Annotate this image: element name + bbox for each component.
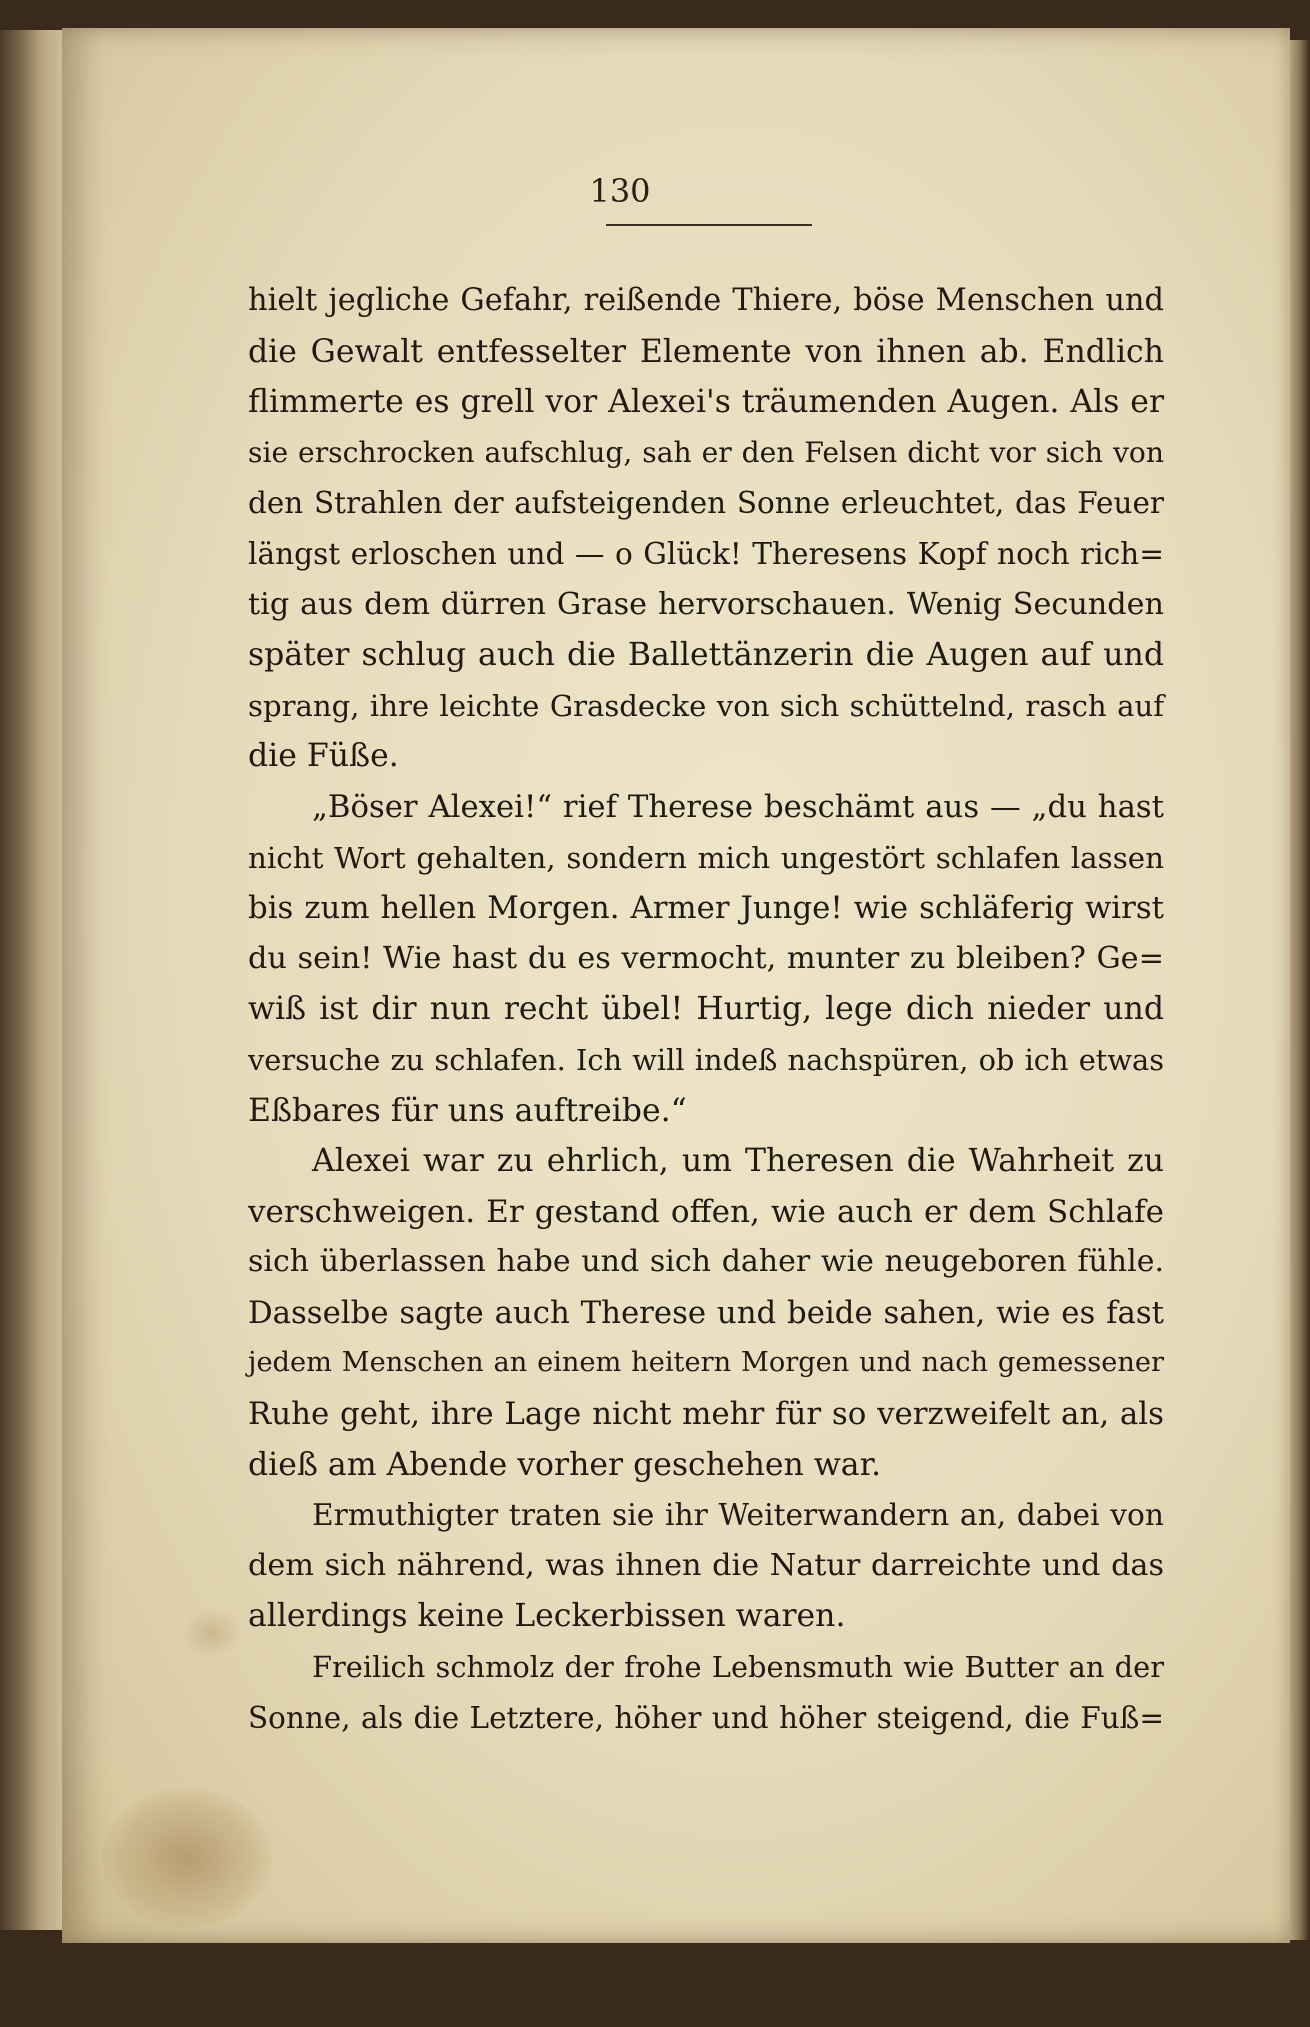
text-line: die Gewalt entfesselter Elemente von ihnen ab. Endlich [248, 333, 1164, 370]
text-line: die Füße. [248, 738, 399, 775]
text-line: „Böser Alexei!“ rief Therese beschämt aus — „du hast [312, 788, 1164, 825]
text-line: dem sich nährend, was ihnen die Natur darreichte und das [248, 1547, 1164, 1583]
paper-stain [182, 1608, 242, 1658]
text-line: Alexei war zu ehrlich, um Theresen die Wahrheit zu [312, 1143, 1164, 1180]
text-line: dieß am Abende vorher geschehen war. [248, 1446, 882, 1483]
book-spine [0, 30, 70, 1930]
text-line: den Strahlen der aufsteigenden Sonne erleuchtet, das Feuer [248, 486, 1164, 521]
page-number: 130 [589, 172, 651, 210]
text-line: Ruhe geht, ihre Lage nicht mehr für so verzweifelt an, als [248, 1396, 1164, 1433]
text-line: Dasselbe sagte auch Therese und beide sahen, wie es fast [248, 1294, 1164, 1331]
text-line: flimmerte es grell vor Alexei's träumenden Augen. Als er [248, 384, 1164, 421]
text-line: nicht Wort gehalten, sondern mich ungestört schlafen lassen [248, 840, 1164, 875]
text-line: du sein! Wie hast du es vermocht, munter zu bleiben? Ge= [248, 940, 1164, 976]
text-line: allerdings keine Leckerbissen waren. [248, 1598, 846, 1635]
text-line: versuche zu schlafen. Ich will indeß nachspüren, ob ich etwas [248, 1042, 1164, 1077]
body-text [248, 276, 1164, 1743]
text-line: verschweigen. Er gestand offen, wie auch er dem Schlafe [248, 1193, 1164, 1230]
text-line: Ermuthigter traten sie ihr Weiterwandern an, dabei von [312, 1497, 1164, 1533]
text-line: sprang, ihre leichte Grasdecke von sich schüttelnd, rasch auf [248, 688, 1164, 723]
text-line: Freilich schmolz der frohe Lebensmuth wie Butter an der [312, 1650, 1164, 1685]
text-line: sie erschrocken aufschlug, sah er den Felsen dicht vor sich von [248, 435, 1164, 469]
text-line: hielt jegliche Gefahr, reißende Thiere, böse Menschen und [248, 283, 1164, 318]
text-line: tig aus dem dürren Grase hervorschauen. Wenig Secunden [248, 586, 1164, 622]
text-line: wiß ist dir nun recht übel! Hurtig, lege dich nieder und [248, 991, 1164, 1028]
text-line: jedem Menschen an einem heitern Morgen und nach gemessener [248, 1347, 1164, 1379]
header-rule [606, 224, 812, 226]
text-line: später schlug auch die Ballettänzerin die Augen auf und [248, 637, 1164, 674]
text-line: längst erloschen und — o Glück! Theresens Kopf noch rich= [248, 536, 1164, 571]
paper-stain [102, 1788, 272, 1928]
text-line: bis zum hellen Morgen. Armer Junge! wie schläferig wirst [248, 890, 1164, 927]
text-line: Sonne, als die Letztere, höher und höher steigend, die Fuß= [248, 1700, 1164, 1735]
text-line: Eßbares für uns auftreibe.“ [248, 1092, 687, 1129]
text-line: sich überlassen habe und sich daher wie neugeboren fühle. [248, 1244, 1164, 1280]
